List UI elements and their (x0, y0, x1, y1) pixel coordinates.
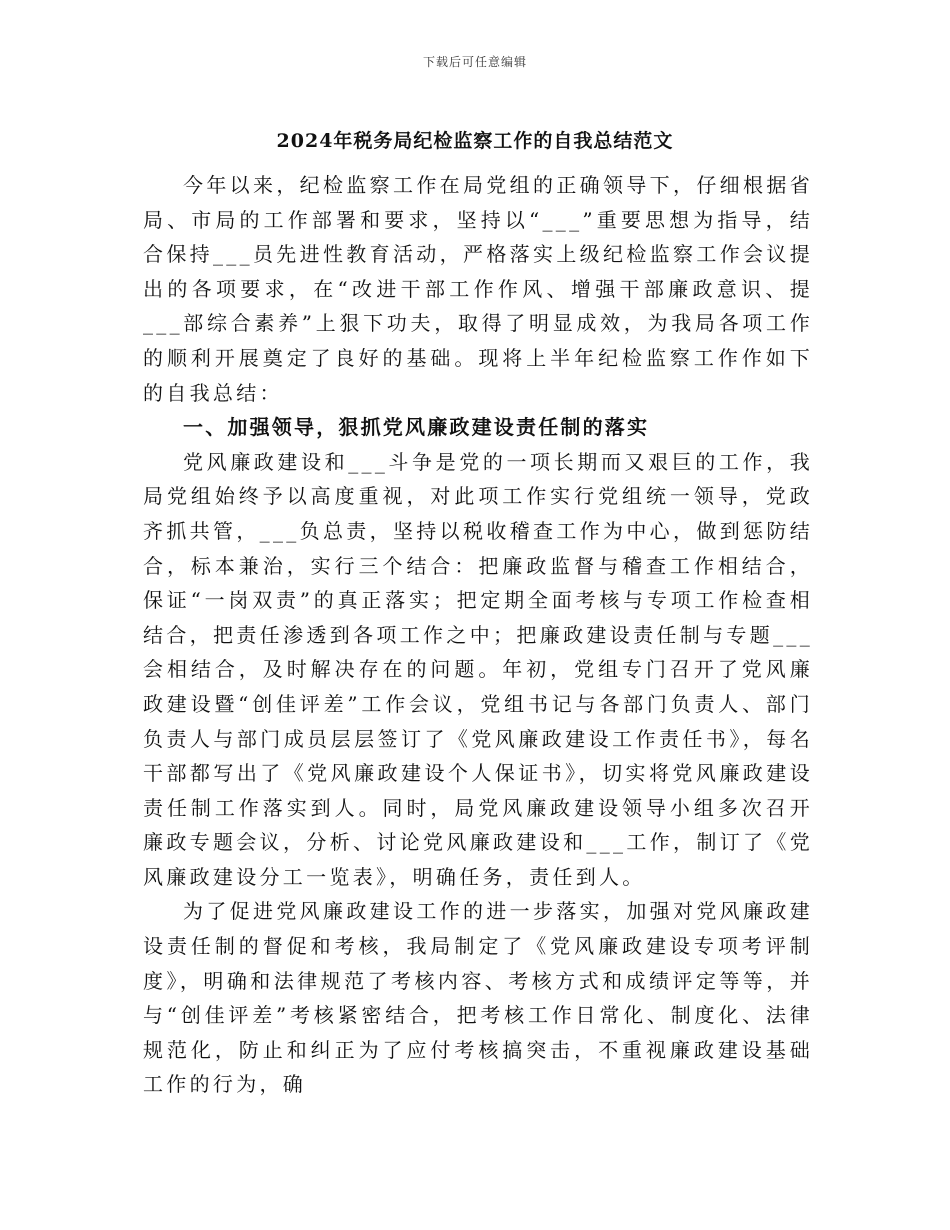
body-paragraph: 党风廉政建设和___斗争是党的一项长期而又艰巨的工作，我局党组始终予以高度重视，对此项工作实行党组统一领导，党政齐抓共管，___负总责，坚持以税收稽查工作为中心，做到惩防结合，标本兼治，实行三个结合：把廉政监督与稽查工作相结合，保证“一岗双责”的真正落实；把定期全面考核与专项工作检查相结合，把责任渗透到各项工作之中；把廉政建设责任制与专题___会相结合，及时解决存在的问题。年初，党组专门召开了党风廉政建设暨“创佳评差”工作会议，党组书记与各部门负责人、部门负责人与部门成员层层签订了《党风廉政建设工作责任书》，每名干部都写出了《党风廉政建设个人保证书》，切实将党风廉政建设责任制工作落实到人。同时，局党风廉政建设领导小组多次召开廉政专题会议，分析、讨论党风廉政建设和___工作，制订了《党风廉政建设分工一览表》，明确任务，责任到人。 (143, 449, 813, 889)
body-paragraph: 为了促进党风廉政建设工作的进一步落实，加强对党风廉政建设责任制的督促和考核，我局制定了《党风廉政建设专项考评制度》，明确和法律规范了考核内容、考核方式和成绩评定等等，并与“创佳评差”考核紧密结合，把考核工作日常化、制度化、法律规范化，防止和纠正为了应付考核搞突击，不重视廉政建设基础工作的行为，确 (143, 899, 813, 1097)
section-heading: 一、加强领导，狠抓党风廉政建设责任制的落实 (183, 415, 650, 440)
page-header-note: 下载后可任意编辑 (422, 55, 527, 69)
document-body (143, 168, 813, 1102)
document-title: 2024年税务局纪检监察工作的自我总结范文 (276, 130, 674, 152)
intro-paragraph: 今年以来，纪检监察工作在局党组的正确领导下，仔细根据省局、市局的工作部署和要求，坚持以“___”重要思想为指导，结合保持___员先进性教育活动，严格落实上级纪检监察工作会议提出的各项要求，在“改进干部工作作风、增强干部廉政意识、提___部综合素养”上狠下功夫，取得了明显成效，为我局各项工作的顺利开展奠定了良好的基础。现将上半年纪检监察工作作如下的自我总结： (143, 173, 813, 405)
